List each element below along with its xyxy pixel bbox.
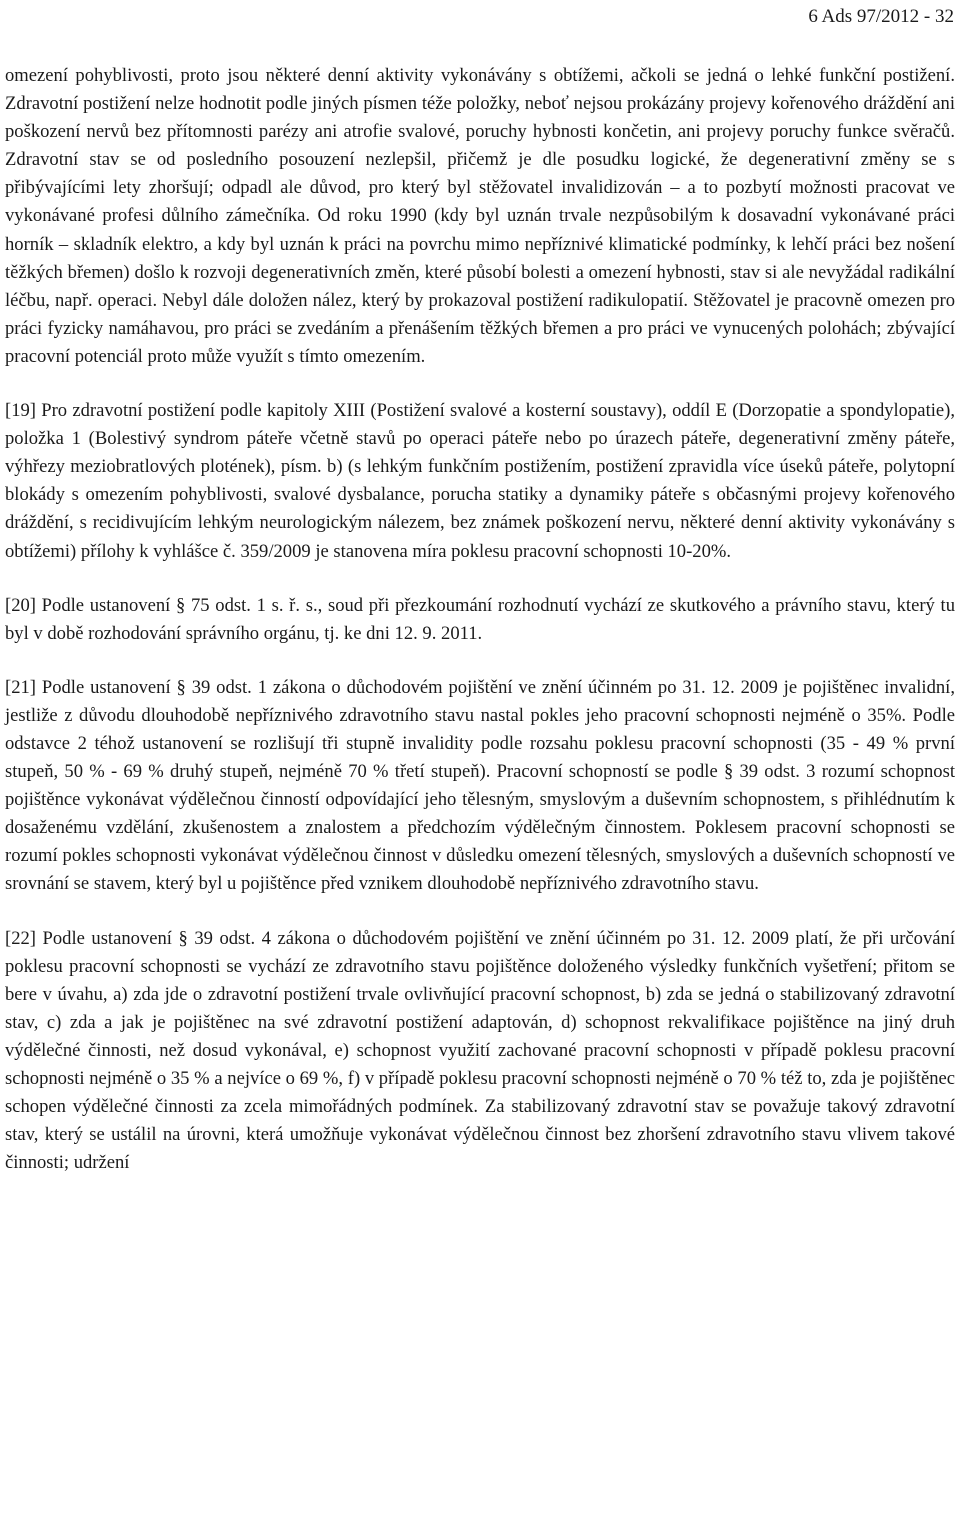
paragraph-gap	[5, 566, 955, 592]
case-number-header: 6 Ads 97/2012 - 32	[808, 6, 954, 27]
paragraph-19: [19] Pro zdravotní postižení podle kapitoly XIII (Postižení svalové a kosterní soustavy), oddíl E (Dorzopatie a spondylopatie), položka 1 (Bolestivý syndrom páteře včetně stavů po operaci páteře nebo po úrazech páteře, degenerativní změny páteře, výhřezy meziobratlových plotének), písm. b) (s lehkým funkčním postižením, postižení zpravidla více úseků páteře, polytopní blokády s omezením pohyblivosti, svalové dysbalance, porucha statiky a dynamiky páteře s občasnými projevy kořenového dráždění, s recidivujícím lehkým neurologickým nálezem, bez známek poškození nervu, některé denní aktivity vykonávány s obtížemi) přílohy k vyhlášce č. 359/2009 je stanovena míra poklesu pracovní schopnosti 10-20%.	[5, 400, 955, 562]
paragraph-continuation: omezení pohyblivosti, proto jsou některé denní aktivity vykonávány s obtížemi, ačkoli se jedná o lehké funkční postižení. Zdravotní postižení nelze hodnotit podle jiných písmen téže položky, neboť nejsou prokázány projevy kořenového dráždění ani poškození nervů bez přítomnosti parézy ani atrofie svalové, poruchy hybnosti končetin, ani projevy poruchy funkce svěračů. Zdravotní stav se od posledního posouzení nezlepšil, přičemž je dle posudku logické, že degenerativní změny se s přibývajícími lety zhoršují; odpadl ale důvod, pro který byl stěžovatel invalidizován – a to pozbytí možnosti pracovat ve vykonávané profesi důlního zámečníka. Od roku 1990 (kdy byl uznán trvale nezpůsobilým k dosavadní vykonávané práci horník – skladník elektro, a kdy byl uznán k práci na povrchu mimo nepříznivé klimatické podmínky, k lehčí práci bez nošení těžkých břemen) došlo k rozvoji degenerativních změn, které působí bolesti a omezení hybnosti, stav si ale nevyžádal radikální léčbu, např. operaci. Nebyl dále doložen nález, který by prokazoval postižení radikulopatií. Stěžovatel je pracovně omezen pro práci fyzicky namáhavou, pro práci se zvedáním a přenášením těžkých břemen a pro práci ve vynucených polohách; zbývající pracovní potenciál proto může využít s tímto omezením.	[5, 65, 955, 367]
paragraph-22: [22] Podle ustanovení § 39 odst. 4 zákona o důchodovém pojištění ve znění účinném po 31. 12. 2009 platí, že při určování poklesu pracovní schopnosti se vychází ze zdravotního stavu pojištěnce doloženého výsledky funkčních vyšetření; přitom se bere v úvahu, a) zda jde o zdravotní postižení trvale ovlivňující pracovní schopnost, b) zda se jedná o stabilizovaný zdravotní stav, c) zda a jak je pojištěnec na své zdravotní postižení adaptován, d) schopnost rekvalifikace pojištěnce na jiný druh výdělečné činnosti, než dosud vykonával, e) schopnost využití zachované pracovní schopnosti v případě poklesu pracovní schopnosti nejméně o 35 % a nejvíce o 69 %, f) v případě poklesu pracovní schopnosti nejméně o 70 % též to, zda je pojištěnec schopen výdělečné činnosti za zcela mimořádných podmínek. Za stabilizovaný zdravotní stav se považuje takový zdravotní stav, který se ustálil na úrovni, která umožňuje vykonávat výdělečnou činnost bez zhoršení zdravotního stavu vlivem takové činnosti; udržení	[5, 927, 955, 1174]
paragraph-gap	[5, 899, 955, 925]
paragraph-21: [21] Podle ustanovení § 39 odst. 1 zákona o důchodovém pojištění ve znění účinném po 31. 12. 2009 je pojištěnec invalidní, jestliže z důvodu dlouhodobě nepříznivého zdravotního stavu nastal pokles jeho pracovní schopnosti nejméně o 35%. Podle odstavce 2 téhož ustanovení se rozlišují tři stupně invalidity podle rozsahu poklesu pracovní schopnosti (35 - 49 % první stupeň, 50 % - 69 % druhý stupeň, nejméně 70 % třetí stupeň). Pracovní schopností se podle § 39 odst. 3 rozumí schopnost pojištěnce vykonávat výdělečnou činností odpovídající jeho tělesným, smyslovým a duševním schopnostem, s přihlédnutím k dosaženému vzdělání, zkušenostem a znalostem a předchozím výdělečným činnostem. Poklesem pracovní schopnosti se rozumí pokles schopnosti vykonávat výdělečnou činnost v důsledku omezení tělesných, smyslových a duševních schopností ve srovnání se stavem, který byl u pojištěnce před vznikem dlouhodobě nepříznivého zdravotního stavu.	[5, 676, 955, 895]
paragraph-20: [20] Podle ustanovení § 75 odst. 1 s. ř. s., soud při přezkoumání rozhodnutí vychází ze skutkového a právního stavu, který tu byl v době rozhodování správního orgánu, tj. ke dni 12. 9. 2011.	[5, 594, 955, 644]
paragraph-gap	[5, 371, 955, 397]
paragraph-gap	[5, 648, 955, 674]
document-body	[5, 62, 955, 1177]
